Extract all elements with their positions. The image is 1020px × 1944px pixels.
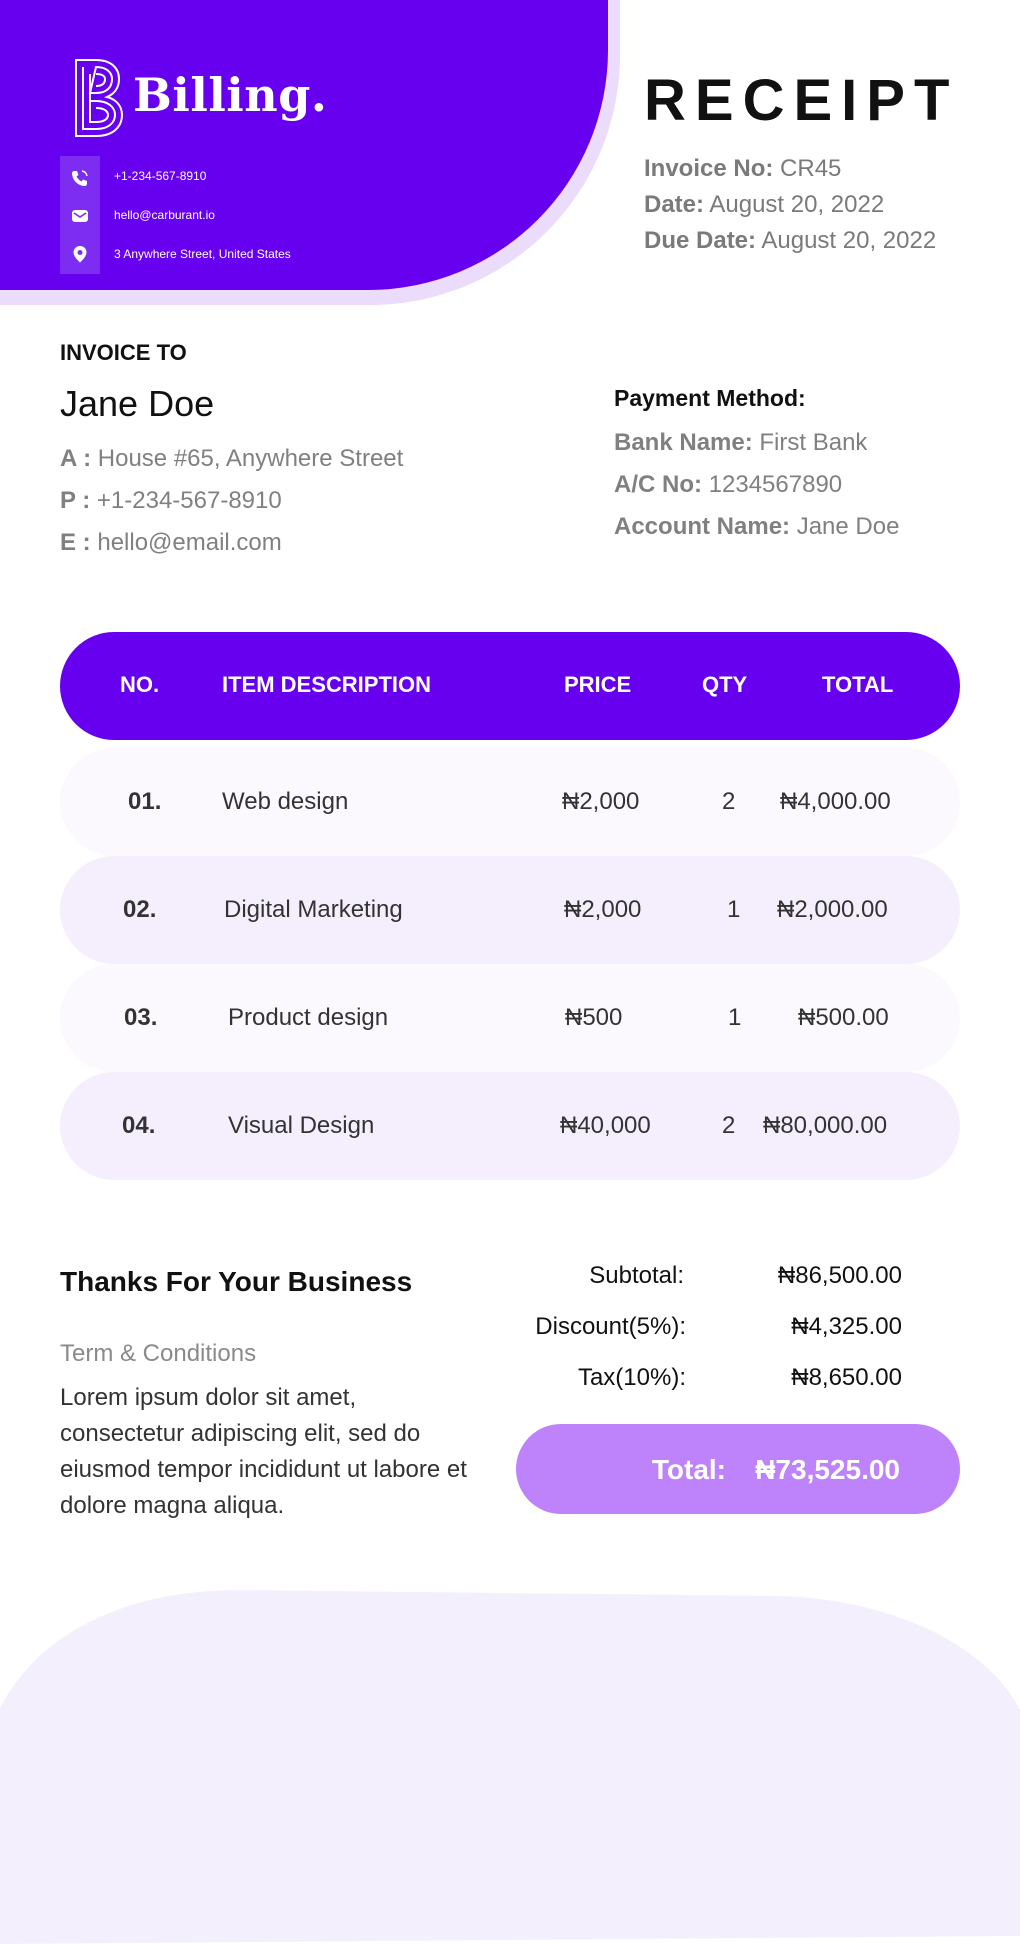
row-price: ₦500 <box>565 1004 623 1031</box>
grand-total-value: ₦73,525.00 <box>755 1454 900 1485</box>
phone-icon <box>70 168 90 188</box>
subtotal-label: Subtotal: <box>589 1262 684 1289</box>
row-qty: 2 <box>722 788 736 815</box>
tax-value: ₦8,650.00 <box>791 1364 902 1391</box>
row-price: ₦40,000 <box>560 1112 651 1139</box>
col-header-price: PRICE <box>564 672 632 697</box>
table-row <box>60 856 960 964</box>
row-price: ₦2,000 <box>562 788 640 815</box>
bottom-decorative-shape <box>0 1590 1020 1944</box>
contact-address: 3 Anywhere Street, United States <box>114 247 291 261</box>
invoice-date <box>644 193 884 217</box>
subtotal-value: ₦86,500.00 <box>777 1262 902 1289</box>
grand-total-pill <box>516 1424 960 1514</box>
col-header-total: TOTAL <box>822 672 894 697</box>
row-number: 03. <box>124 1004 158 1031</box>
payment-bank-label: Bank Name: <box>614 429 753 456</box>
invoice-date-value: August 20, 2022 <box>709 191 885 218</box>
client-address <box>60 447 403 471</box>
row-description: Product design <box>228 1004 389 1031</box>
discount-value: ₦4,325.00 <box>791 1313 902 1340</box>
client-address-label: A : <box>60 445 92 472</box>
invoice-due-value: August 20, 2022 <box>761 227 937 254</box>
receipt-title: RECEIPT <box>644 68 959 133</box>
row-qty: 2 <box>722 1112 736 1139</box>
client-email <box>60 531 282 555</box>
payment-acno-label: A/C No: <box>614 471 702 498</box>
payment-method-heading: Payment Method: <box>614 385 806 411</box>
row-number: 01. <box>128 788 162 815</box>
contact-icon-strip <box>60 156 100 274</box>
client-phone-value: +1-234-567-8910 <box>96 487 282 514</box>
table-row <box>60 1072 960 1180</box>
row-price: ₦2,000 <box>564 896 642 923</box>
thanks-heading: Thanks For Your Business <box>60 1266 413 1297</box>
terms-text: Lorem ipsum dolor sit amet, consectetur adipiscing elit, sed do eiusmod tempor incididunt ut labore et dolore magna aliqua. <box>60 1384 467 1519</box>
col-header-no: NO. <box>120 672 160 697</box>
invoice-due-date <box>644 229 936 253</box>
row-qty: 1 <box>728 1004 742 1031</box>
payment-account-name <box>614 515 899 539</box>
grand-total-label: Total: <box>651 1454 726 1485</box>
payment-acno-value: 1234567890 <box>708 471 843 498</box>
row-total: ₦4,000.00 <box>780 788 891 815</box>
contact-email: hello@carburant.io <box>114 208 215 222</box>
row-number: 02. <box>123 896 157 923</box>
table-row <box>60 748 960 856</box>
row-description: Digital Marketing <box>224 896 403 923</box>
invoice-due-label: Due Date: <box>644 227 757 254</box>
tax-label: Tax(10%): <box>577 1364 686 1391</box>
logo-b-mark <box>74 58 124 138</box>
client-name: Jane Doe <box>60 383 215 424</box>
client-email-label: E : <box>60 529 91 556</box>
invoice-to-heading: INVOICE TO <box>60 340 187 365</box>
payment-bank <box>614 431 867 455</box>
invoice-number-label: Invoice No: <box>644 155 774 182</box>
invoice-date-label: Date: <box>644 191 705 218</box>
row-total: ₦80,000.00 <box>763 1112 888 1139</box>
invoice-number <box>644 157 841 181</box>
payment-account-number <box>614 473 842 497</box>
table-header <box>60 632 960 740</box>
invoice-number-value: CR45 <box>780 155 842 182</box>
col-header-description: ITEM DESCRIPTION <box>222 672 432 697</box>
row-qty: 1 <box>727 896 741 923</box>
client-phone <box>60 489 282 513</box>
contact-phone: +1-234-567-8910 <box>114 169 207 183</box>
mail-icon <box>70 206 90 226</box>
col-header-qty: QTY <box>702 672 748 697</box>
terms-heading: Term & Conditions <box>60 1340 257 1367</box>
row-number: 04. <box>122 1112 156 1139</box>
row-description: Web design <box>222 788 349 815</box>
payment-acname-label: Account Name: <box>614 513 791 540</box>
client-phone-label: P : <box>60 487 91 514</box>
payment-bank-value: First Bank <box>759 429 868 456</box>
row-total: ₦2,000.00 <box>777 896 888 923</box>
row-description: Visual Design <box>228 1112 375 1139</box>
table-row <box>60 964 960 1072</box>
location-pin-icon <box>70 244 90 264</box>
brand-name: Billing. <box>133 68 328 122</box>
payment-acname-value: Jane Doe <box>796 513 900 540</box>
discount-label: Discount(5%): <box>535 1313 686 1340</box>
row-total: ₦500.00 <box>798 1004 889 1031</box>
client-address-value: House #65, Anywhere Street <box>97 445 404 472</box>
client-email-value: hello@email.com <box>97 529 282 556</box>
